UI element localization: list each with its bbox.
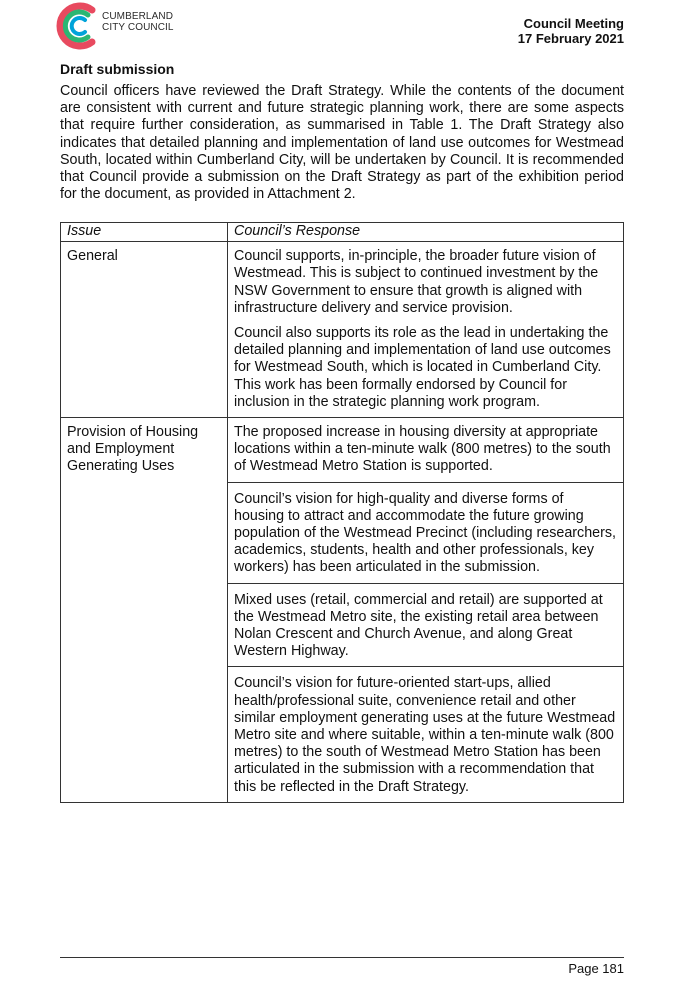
table-row [61, 418, 624, 803]
response-cell [228, 418, 624, 803]
response-text: Council also supports its role as the lead in undertaking the detailed planning and implementation of land use outcomes for Westmead South, which is located in Cumberland City. This work has been formally endorsed by Council for inclusion in the strategic planning work program. [234, 325, 611, 410]
meeting-info [518, 16, 624, 46]
issue-text: Provision of Housing and Employment Generating Uses [67, 424, 199, 475]
meeting-date: 17 February 2021 [517, 31, 624, 46]
issues-table [60, 222, 624, 803]
logo-wordmark [102, 11, 174, 33]
response-text: The proposed increase in housing diversity at appropriate locations within a ten-minute walk (800 metres) to the south of Westmead Metro Station is supported. [234, 424, 611, 475]
logo-line-2: CITY COUNCIL [102, 22, 174, 33]
page-number: Page 181 [568, 961, 624, 976]
header-response: Council’s Response [228, 223, 624, 242]
response-text: Mixed uses (retail, commercial and retail) are supported at the Westmead Metro site, the existing retail area between Nolan Crescent and Church Avenue, and along Great Western Highway. [228, 583, 623, 667]
header-issue: Issue [61, 223, 228, 242]
issue-text: General [67, 248, 118, 265]
table-row [61, 242, 624, 418]
section-title: Draft submission [60, 61, 175, 77]
council-logo-icon [52, 0, 104, 52]
council-logo [52, 0, 202, 52]
table-header-row [61, 223, 624, 242]
meeting-title: Council Meeting [523, 16, 624, 31]
logo-line-1: CUMBERLAND [102, 11, 174, 22]
intro-paragraph: Council officers have reviewed the Draft Strategy. While the contents of the document are consistent with current and future strategic planning work, there are some aspects that require further consideration, as summarised in Table 1. The Draft Strategy also indicates that detailed planning and implementation of land use outcomes for Westmead South, located within Cumberland City, will be undertaken by Council. It is recommended that Council provide a submission on the Draft Strategy as part of the exhibition period for the document, as provided in Attachment 2. [60, 83, 624, 203]
issue-cell [61, 418, 228, 803]
response-cell [228, 242, 624, 418]
response-text: Council’s vision for future-oriented start-ups, allied health/professional suite, convenience retail and other similar employment generating uses at the future Westmead Metro site and where suitable, within a ten-minute walk (800 metres) to the south of Westmead Metro Station has been articulated in the submission with a recommendation that this be reflected in the Draft Strategy. [228, 666, 623, 801]
response-text: Council supports, in-principle, the broader future vision of Westmead. This is subject to continued investment by the NSW Government to ensure that growth is aligned with infrastructure delivery and service provision. [234, 248, 599, 316]
response-text: Council’s vision for high-quality and diverse forms of housing to attract and accommodate the future growing population of the Westmead Precinct (including researchers, academics, students, health and other professionals, key workers) has been articulated in the submission. [228, 482, 623, 583]
footer-divider [60, 957, 624, 958]
issue-cell [61, 242, 228, 418]
